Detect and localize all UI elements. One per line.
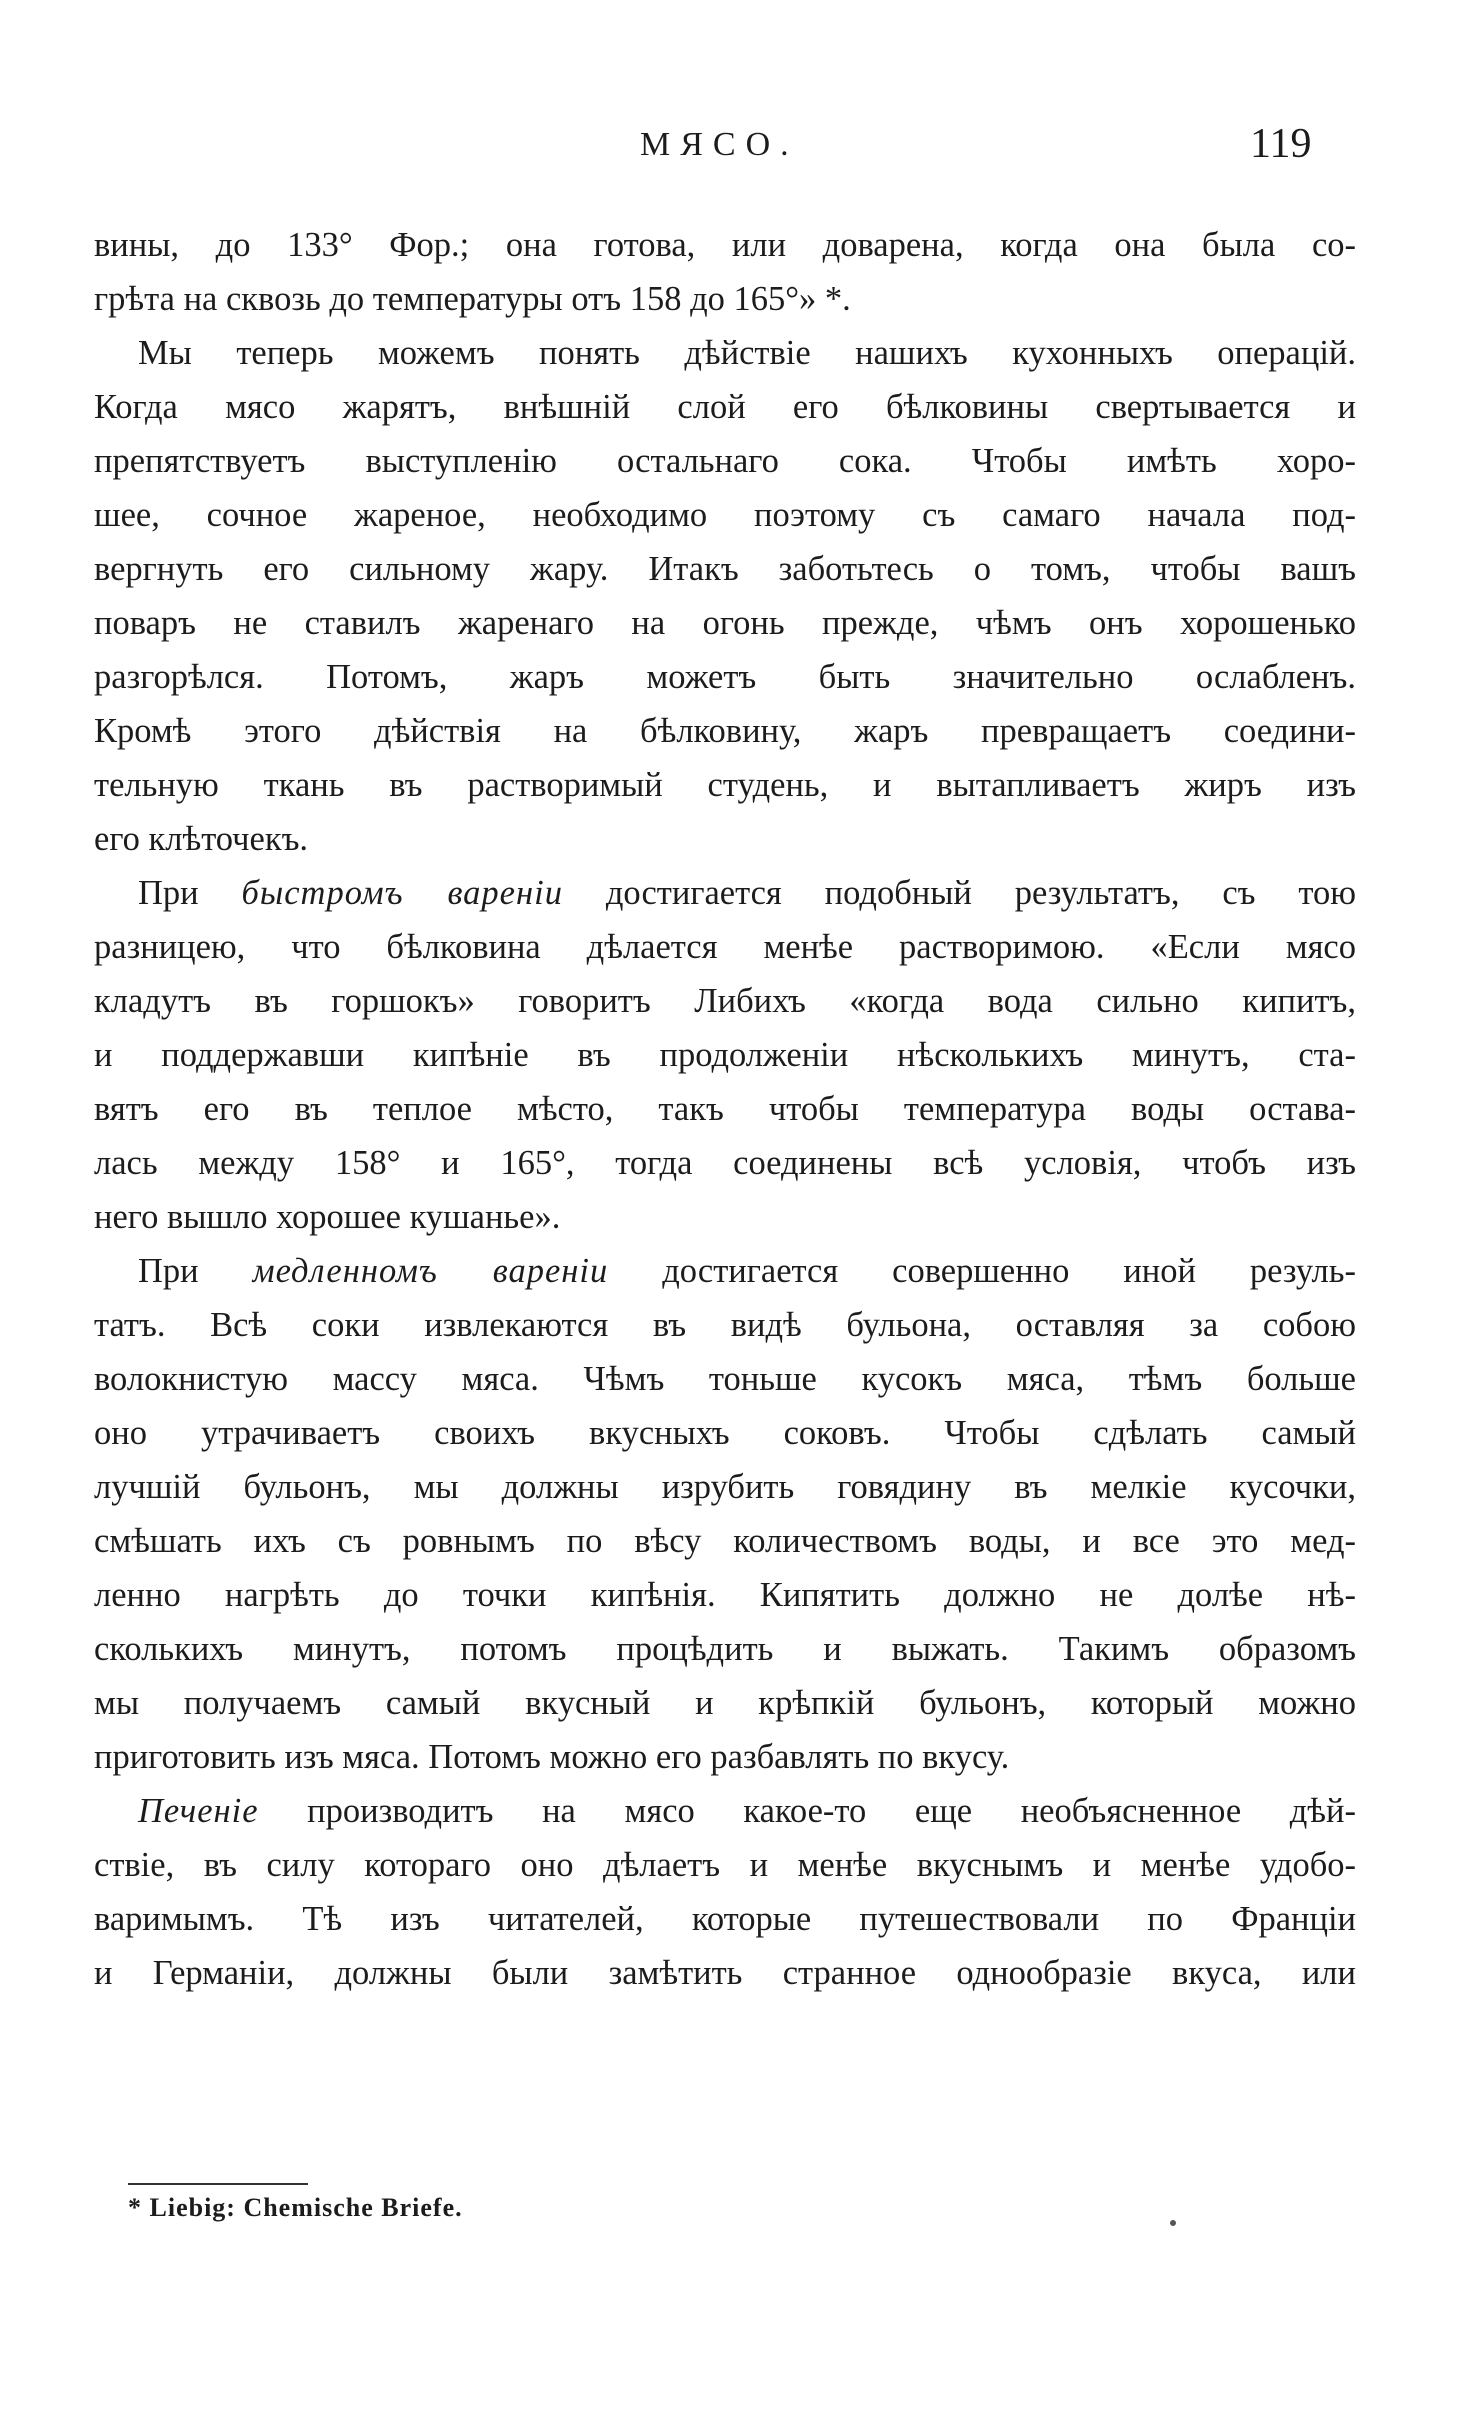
text-segment: вергнуть его сильному жару. Итакъ заботьтесь о томъ, чтобы вашъ bbox=[94, 550, 1356, 588]
body-text bbox=[94, 218, 1356, 2000]
text-segment: волокнистую массу мяса. Чѣмъ тоньше кусокъ мяса, тѣмъ больше bbox=[94, 1360, 1356, 1398]
text-segment: лучшій бульонъ, мы должны изрубить говядину въ мелкіе кусочки, bbox=[94, 1468, 1356, 1506]
text-segment: ствіе, въ силу котораго оно дѣлаетъ и менѣе вкуснымъ и менѣе удобо- bbox=[94, 1846, 1356, 1884]
text-line bbox=[94, 1460, 1356, 1514]
text-line bbox=[94, 272, 1356, 326]
emphasized-term: быстромъ вареніи bbox=[241, 874, 563, 912]
text-segment: варимымъ. Тѣ изъ читателей, которые путешествовали по Франціи bbox=[94, 1900, 1356, 1938]
text-line bbox=[94, 1568, 1356, 1622]
text-segment: грѣта на сквозь до температуры отъ 158 до 165°» *. bbox=[94, 280, 851, 318]
text-segment: татъ. Всѣ соки извлекаются въ видѣ бульона, оставляя за собою bbox=[94, 1306, 1356, 1344]
text-segment: Кромѣ этого дѣйствія на бѣлковину, жаръ превращаетъ соедини- bbox=[94, 712, 1356, 750]
text-line bbox=[94, 1784, 1356, 1838]
text-line bbox=[94, 1244, 1356, 1298]
text-line bbox=[94, 542, 1356, 596]
text-line bbox=[94, 1514, 1356, 1568]
text-segment: При bbox=[138, 1252, 253, 1290]
text-segment: тельную ткань въ растворимый студень, и вытапливаетъ жиръ изъ bbox=[94, 766, 1356, 804]
text-line bbox=[94, 326, 1356, 380]
text-segment: кладутъ въ горшокъ» говоритъ Либихъ «когда вода сильно кипитъ, bbox=[94, 982, 1356, 1020]
text-segment: и поддержавши кипѣніе въ продолженіи нѣсколькихъ минутъ, ста- bbox=[94, 1036, 1356, 1074]
text-segment: поваръ не ставилъ жаренаго на огонь прежде, чѣмъ онъ хорошенько bbox=[94, 604, 1356, 642]
text-line bbox=[94, 1136, 1356, 1190]
text-segment: достигается совершенно иной резуль- bbox=[608, 1252, 1356, 1290]
text-segment: ленно нагрѣть до точки кипѣнія. Кипятить должно не долѣе нѣ- bbox=[94, 1576, 1356, 1614]
text-segment: шее, сочное жареное, необходимо поэтому съ самаго начала под- bbox=[94, 496, 1356, 534]
text-line bbox=[94, 1298, 1356, 1352]
text-line bbox=[94, 974, 1356, 1028]
text-segment: его клѣточекъ. bbox=[94, 820, 309, 858]
text-segment: Мы теперь можемъ понять дѣйствіе нашихъ кухонныхъ операцій. bbox=[138, 334, 1356, 372]
text-segment: сколькихъ минутъ, потомъ процѣдить и выжать. Такимъ образомъ bbox=[94, 1630, 1356, 1668]
footnote: * Liebig: Chemische Briefe. bbox=[128, 2193, 463, 2222]
running-title: МЯСО. bbox=[640, 126, 799, 163]
text-line bbox=[94, 380, 1356, 434]
text-line bbox=[94, 1838, 1356, 1892]
text-segment: приготовить изъ мяса. Потомъ можно его разбавлять по вкусу. bbox=[94, 1738, 1010, 1776]
text-segment: вятъ его въ теплое мѣсто, такъ чтобы температура воды остава- bbox=[94, 1090, 1356, 1128]
text-line bbox=[94, 1082, 1356, 1136]
text-line bbox=[94, 1190, 1356, 1244]
text-line bbox=[94, 1406, 1356, 1460]
text-segment: препятствуетъ выступленію остальнаго сока. Чтобы имѣть хоро- bbox=[94, 442, 1356, 480]
text-line bbox=[94, 1622, 1356, 1676]
text-line bbox=[94, 1946, 1356, 2000]
text-line bbox=[94, 1028, 1356, 1082]
page-number: 119 bbox=[1250, 121, 1312, 167]
text-line bbox=[94, 812, 1356, 866]
text-line bbox=[94, 866, 1356, 920]
text-segment: При bbox=[138, 874, 242, 912]
text-segment: мы получаемъ самый вкусный и крѣпкій бульонъ, который можно bbox=[94, 1684, 1356, 1722]
text-line bbox=[94, 218, 1356, 272]
text-segment: лась между 158° и 165°, тогда соединены всѣ условія, чтобъ изъ bbox=[94, 1144, 1356, 1182]
text-segment: смѣшать ихъ съ ровнымъ по вѣсу количествомъ воды, и все это мед- bbox=[94, 1522, 1356, 1560]
text-line bbox=[94, 488, 1356, 542]
text-segment: разницею, что бѣлковина дѣлается менѣе растворимою. «Если мясо bbox=[94, 928, 1356, 966]
text-segment: и Германіи, должны были замѣтить странное однообразіе вкуса, или bbox=[94, 1954, 1356, 1992]
text-line bbox=[94, 650, 1356, 704]
text-segment: оно утрачиваетъ своихъ вкусныхъ соковъ. Чтобы сдѣлать самый bbox=[94, 1414, 1356, 1452]
text-line bbox=[94, 596, 1356, 650]
footnote-rule bbox=[128, 2183, 308, 2185]
text-line bbox=[94, 920, 1356, 974]
text-segment: достигается подобный результатъ, съ тою bbox=[562, 874, 1356, 912]
running-head bbox=[0, 118, 1475, 178]
text-line bbox=[94, 758, 1356, 812]
text-segment: Когда мясо жарятъ, внѣшній слой его бѣлковины свертывается и bbox=[94, 388, 1356, 426]
text-line bbox=[94, 704, 1356, 758]
text-segment: вины, до 133° Фор.; она готова, или доварена, когда она была со- bbox=[94, 226, 1356, 264]
text-line bbox=[94, 1892, 1356, 1946]
text-segment: производитъ на мясо какое-то еще необъясненное дѣй- bbox=[258, 1792, 1356, 1830]
text-line bbox=[94, 1352, 1356, 1406]
print-speck bbox=[1170, 2220, 1176, 2226]
text-line bbox=[94, 1730, 1356, 1784]
text-line bbox=[94, 434, 1356, 488]
text-line bbox=[94, 1676, 1356, 1730]
text-segment: него вышло хорошее кушанье». bbox=[94, 1198, 561, 1236]
emphasized-term: медленномъ вареніи bbox=[252, 1252, 609, 1290]
emphasized-term: Печеніе bbox=[138, 1792, 259, 1830]
text-segment: разгорѣлся. Потомъ, жаръ можетъ быть значительно ослабленъ. bbox=[94, 658, 1356, 696]
